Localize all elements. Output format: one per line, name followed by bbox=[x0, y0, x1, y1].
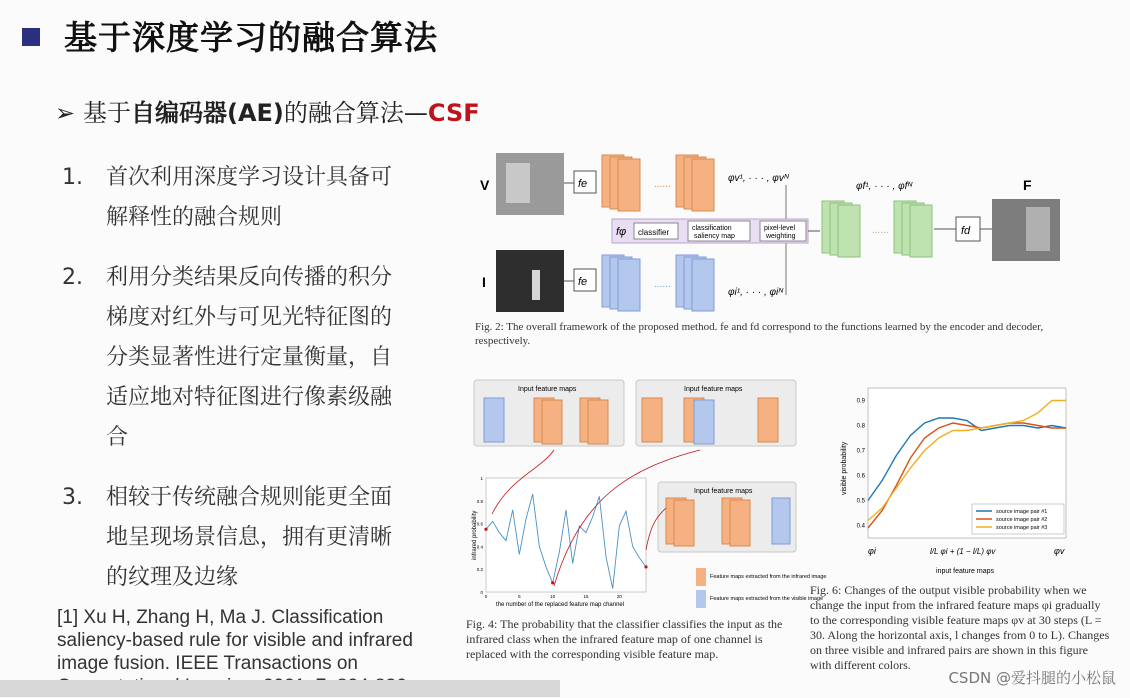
fig4-x-tick-label: 10 bbox=[550, 594, 556, 599]
fig6-ylabel: visible probability bbox=[841, 441, 848, 495]
arrow-bullet-icon: ➢ bbox=[55, 99, 76, 127]
list-text: 利用分类结果反向传播的积分梯度对红外与可见光特征图的分类显著性进行定量衡量，自适应地对特征图进行像素级融合 bbox=[106, 265, 393, 450]
legend-label-2: source image pair #2 bbox=[996, 517, 1048, 523]
fig4-highlight-point bbox=[644, 565, 647, 568]
blue-feature-map bbox=[692, 259, 714, 311]
fig6-caption: Fig. 6: Changes of the output visible probability when we change the input from the infrared feature maps φi gradually to the corresponding visible feature maps φv at 30 steps (L = 30. Along the horizontal axis, l changes from 0 to L). Changes on three visible and infrared pairs are shown in this figure with different colors. bbox=[810, 583, 1110, 672]
fe-top-label: fe bbox=[578, 178, 588, 190]
fused-image-detail bbox=[1026, 207, 1050, 251]
fig4-x-tick-label: 20 bbox=[616, 594, 622, 599]
subtitle-middle: 的融合算法— bbox=[283, 99, 428, 127]
orange-feature-map bbox=[618, 159, 640, 211]
orange-feature-map bbox=[758, 398, 778, 442]
visible-feature-stack-2 bbox=[676, 155, 714, 211]
blue-feature-map bbox=[694, 400, 714, 444]
fig4-highlight-point bbox=[551, 581, 554, 584]
fig6-y-tick-label: 0.8 bbox=[856, 423, 865, 430]
fig6-x-tick-left: φi bbox=[868, 546, 876, 556]
infrared-feature-stack-1 bbox=[602, 255, 640, 311]
subtitle bbox=[55, 93, 480, 128]
subtitle-prefix: 基于 bbox=[83, 99, 131, 127]
legend-label-1: source image pair #1 bbox=[996, 509, 1048, 515]
fd-label: fd bbox=[961, 225, 971, 237]
orange-feature-map bbox=[730, 500, 750, 546]
visible-feature-stack-1 bbox=[602, 155, 640, 211]
list-text: 首次利用深度学习设计具备可解释性的融合规则 bbox=[106, 165, 393, 230]
phi-v-label: φv¹, · · · , φvᴺ bbox=[728, 173, 789, 184]
fig6-figure bbox=[832, 380, 1102, 580]
label-v: V bbox=[480, 177, 490, 193]
list-item bbox=[62, 258, 422, 458]
phi-i-label: φi¹, · · · , φiᴺ bbox=[728, 287, 783, 298]
input-box-3-title: Input feature maps bbox=[694, 488, 753, 495]
fig4-figure bbox=[470, 378, 827, 614]
list-number: 3. bbox=[62, 485, 83, 510]
list-number: 2. bbox=[62, 265, 83, 290]
fig6-y-tick-label: 0.6 bbox=[856, 473, 865, 480]
input-box-1-title: Input feature maps bbox=[518, 386, 577, 393]
fig6-y-tick-label: 0.5 bbox=[856, 498, 865, 505]
fig6-y-tick-label: 0.7 bbox=[856, 448, 865, 455]
fig6-x-tick-right: φv bbox=[1054, 546, 1065, 556]
fused-feature-stack-2 bbox=[894, 201, 932, 257]
title-bullet-square bbox=[22, 28, 40, 46]
phi-f-label: φf¹, · · · , φfᴺ bbox=[856, 181, 913, 192]
fig4-x-tick-label: 0 bbox=[484, 594, 488, 599]
fig4-plot-frame bbox=[486, 478, 646, 592]
legend-ir-text: Feature maps extracted from the infrared image bbox=[710, 574, 827, 580]
list-text: 相较于传统融合规则能更全面地呈现场景信息，拥有更清晰的纹理及边缘 bbox=[106, 485, 393, 590]
orange-feature-map bbox=[542, 400, 562, 444]
fig4-line-plot bbox=[477, 476, 648, 599]
ellipsis: ...... bbox=[654, 279, 671, 290]
fig4-y-tick-label: 0.2 bbox=[476, 567, 483, 573]
list-item bbox=[62, 158, 422, 238]
blue-feature-map bbox=[618, 259, 640, 311]
green-feature-map bbox=[838, 205, 860, 257]
ellipsis: ...... bbox=[872, 225, 889, 236]
label-i: I bbox=[482, 274, 486, 290]
infrared-image-detail bbox=[532, 270, 540, 300]
saliency-label-1: classification bbox=[692, 225, 732, 232]
orange-feature-map bbox=[692, 159, 714, 211]
csdn-watermark: CSDN @爱抖腿的小松鼠 bbox=[948, 669, 1116, 687]
infrared-feature-stack-2 bbox=[676, 255, 714, 311]
subtitle-highlight: CSF bbox=[427, 99, 480, 127]
fig4-y-tick-label: 0.6 bbox=[476, 521, 483, 527]
legend-label-3: source image pair #3 bbox=[996, 525, 1048, 531]
green-feature-map bbox=[910, 205, 932, 257]
reference: [1] Xu H, Zhang H, Ma J. Classification saliency-based rule for visible and infrared image fusion. IEEE Transactions on bbox=[57, 607, 413, 674]
cut-off-footer-strip bbox=[0, 680, 560, 697]
legend-orange-swatch bbox=[696, 568, 706, 586]
fig4-y-tick-label: 0.4 bbox=[476, 544, 483, 550]
fig4-y-tick-label: 0.8 bbox=[476, 498, 483, 504]
fig4-xlabel: the number of the replaced feature map channel bbox=[496, 602, 625, 608]
label-f: F bbox=[1023, 177, 1032, 193]
fused-feature-stack-1 bbox=[822, 201, 860, 257]
visible-image-detail bbox=[506, 163, 530, 203]
fig4-y-tick-label: 0 bbox=[480, 590, 483, 595]
fig6-x-tick-mid: l/L φi + (1 − l/L) φv bbox=[930, 547, 996, 556]
weighting-label-2: weighting bbox=[766, 233, 796, 240]
fig2-caption: Fig. 2: The overall framework of the proposed method. fe and fd correspond to the functions learned by the encoder and decoder, respectively. bbox=[475, 321, 1044, 347]
list-number: 1. bbox=[62, 165, 83, 190]
orange-feature-map bbox=[588, 400, 608, 444]
ellipsis: ...... bbox=[654, 179, 671, 190]
fphi-label: fφ bbox=[616, 226, 627, 238]
bullet-list bbox=[62, 158, 422, 618]
fig6-y-tick-label: 0.4 bbox=[856, 523, 865, 530]
input-box-2-title: Input feature maps bbox=[684, 386, 743, 393]
infrared-image bbox=[496, 250, 564, 312]
subtitle-bold: 自编码器(AE) bbox=[131, 99, 284, 127]
classifier-label: classifier bbox=[638, 228, 670, 237]
fig4-ylabel: infrared probability bbox=[472, 510, 478, 560]
fig4-highlight-point bbox=[484, 528, 487, 531]
slide-title: 基于深度学习的融合算法 bbox=[64, 18, 438, 57]
weighting-label-1: pixel-level bbox=[764, 225, 796, 232]
orange-feature-map bbox=[642, 398, 662, 442]
fig4-y-tick-label: 1 bbox=[480, 476, 483, 481]
legend-vis-text: Feature maps extracted from the visible image bbox=[710, 596, 824, 602]
fig4-x-tick-label: 15 bbox=[583, 594, 589, 599]
fig6-xlabel: input feature maps bbox=[936, 568, 994, 575]
fig4-x-tick-label: 5 bbox=[518, 594, 521, 599]
fig4-caption: Fig. 4: The probability that the classifier classifies the input as the infrared class when the infrared feature map of one channel is replaced with the corresponding visible feature map. bbox=[466, 617, 783, 661]
saliency-label-2: saliency map bbox=[694, 233, 735, 240]
fig6-y-tick-label: 0.9 bbox=[856, 398, 865, 405]
blue-feature-map bbox=[484, 398, 504, 442]
fe-bottom-label: fe bbox=[578, 276, 588, 288]
fig2-framework-diagram bbox=[470, 145, 1110, 317]
legend-blue-swatch bbox=[696, 590, 706, 608]
orange-feature-map bbox=[674, 500, 694, 546]
blue-feature-map bbox=[772, 498, 790, 544]
list-item bbox=[62, 478, 422, 598]
